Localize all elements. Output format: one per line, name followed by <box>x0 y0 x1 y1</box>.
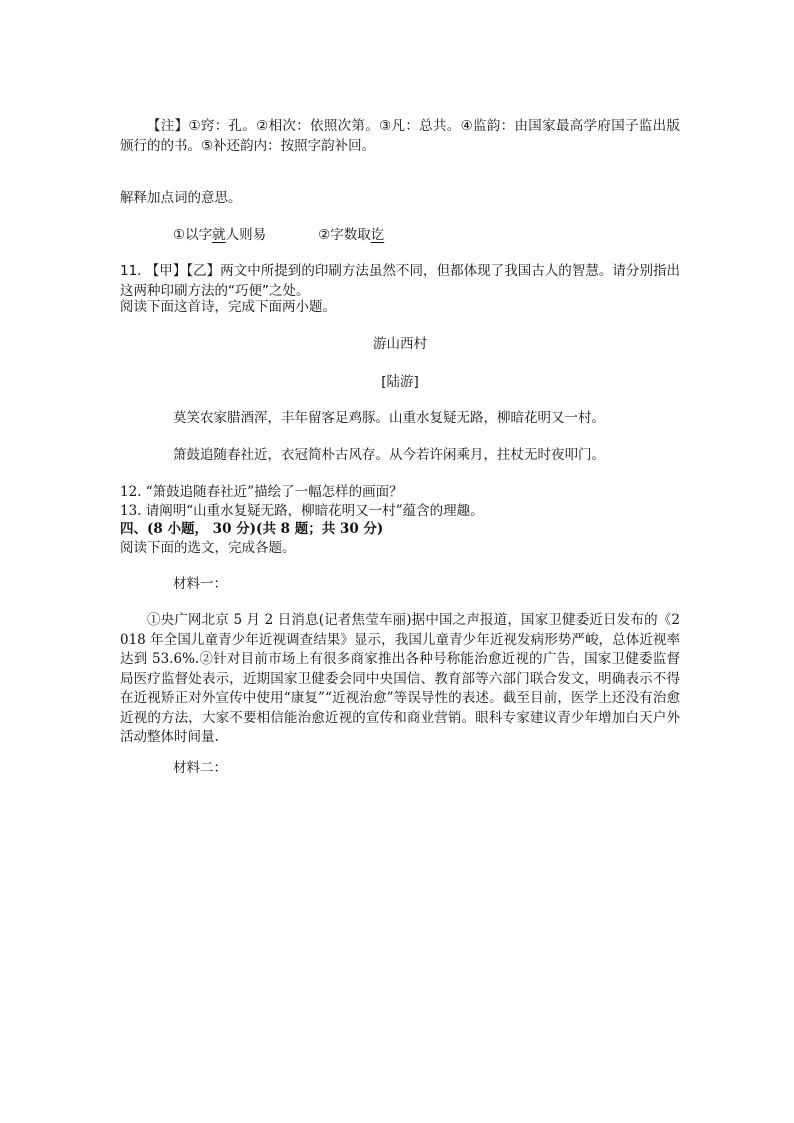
question-10-instruction: 解释加点词的意思。 <box>120 190 242 206</box>
question-12: 12. “箫鼓追随春社近”描绘了一幅怎样的画面？ <box>120 484 403 500</box>
section-4-intro: 阅读下面的选文，完成各题。 <box>120 540 296 556</box>
material-1-label: 材料一： <box>173 576 227 592</box>
poem-line-1: 莫笑农家腊酒浑，丰年留客足鸡豚。山重水复疑无路，柳暗花明又一村。 <box>173 410 605 426</box>
item-1-suffix: 人则易 <box>225 227 267 243</box>
poem-author: [陆游] <box>381 374 419 390</box>
poem-line-2: 箫鼓追随春社近，衣冠简朴古风存。从今若许闲乘月，拄杖无时夜叩门。 <box>173 447 605 463</box>
material-2-label: 材料二： <box>173 760 227 776</box>
annotation-note: 【注】①窍：孔。②相次：依照次第。③凡：总共。④监韵：由国家最高学府国子监出版颁行的的书。⑤补还韵内：按照字韵补回。 <box>120 118 680 154</box>
item-2-prefix: ②字数取 <box>318 227 371 243</box>
item-1-prefix: ①以字 <box>173 227 213 243</box>
question-11: 11. 【甲】【乙】两文中所提到的印刷方法虽然不同，但都体现了我国古人的智慧。请分别指出这两种印刷方法的“巧便”之处。 <box>120 263 680 299</box>
poem-intro: 阅读下面这首诗，完成下面两小题。 <box>120 299 336 315</box>
material-1-text: ①央广网北京 5 月 2 日消息(记者焦莹车丽)据中国之声报道，国家卫健委近日发布的《2018 年全国儿童青少年近视调查结果》显示，我国儿童青少年近视发病形势严峻，总体近视率达到 53.6%.②针对目前市场上有很多商家推出各种号称能治愈近视的广告，国家卫健委监督局医疗监督处表示，近期国家卫健委会同中央国信、教育部等六部门联合发文，明确表示不得在近视矫正对外宣传中使用“康复”“近视治愈”等误导性的表述。截至目前，医学上还没有治愈近视的方法，大家不要相信能治愈近视的宣传和商业营销。眼科专家建议青少年增加白天户外活动整体时间量. <box>120 612 680 745</box>
question-10-items <box>173 225 680 245</box>
item-2-dotted-word: 讫 <box>370 227 385 243</box>
poem-title: 游山西村 <box>373 336 427 352</box>
section-4-heading: 四、(8 小题， 30 分)(共 8 题；共 30 分) <box>120 521 384 537</box>
question-13: 13. 请阐明“山重水复疑无路，柳暗花明又一村”蕴含的理趣。 <box>120 503 484 519</box>
item-1-dotted-word: 就 <box>212 227 226 243</box>
